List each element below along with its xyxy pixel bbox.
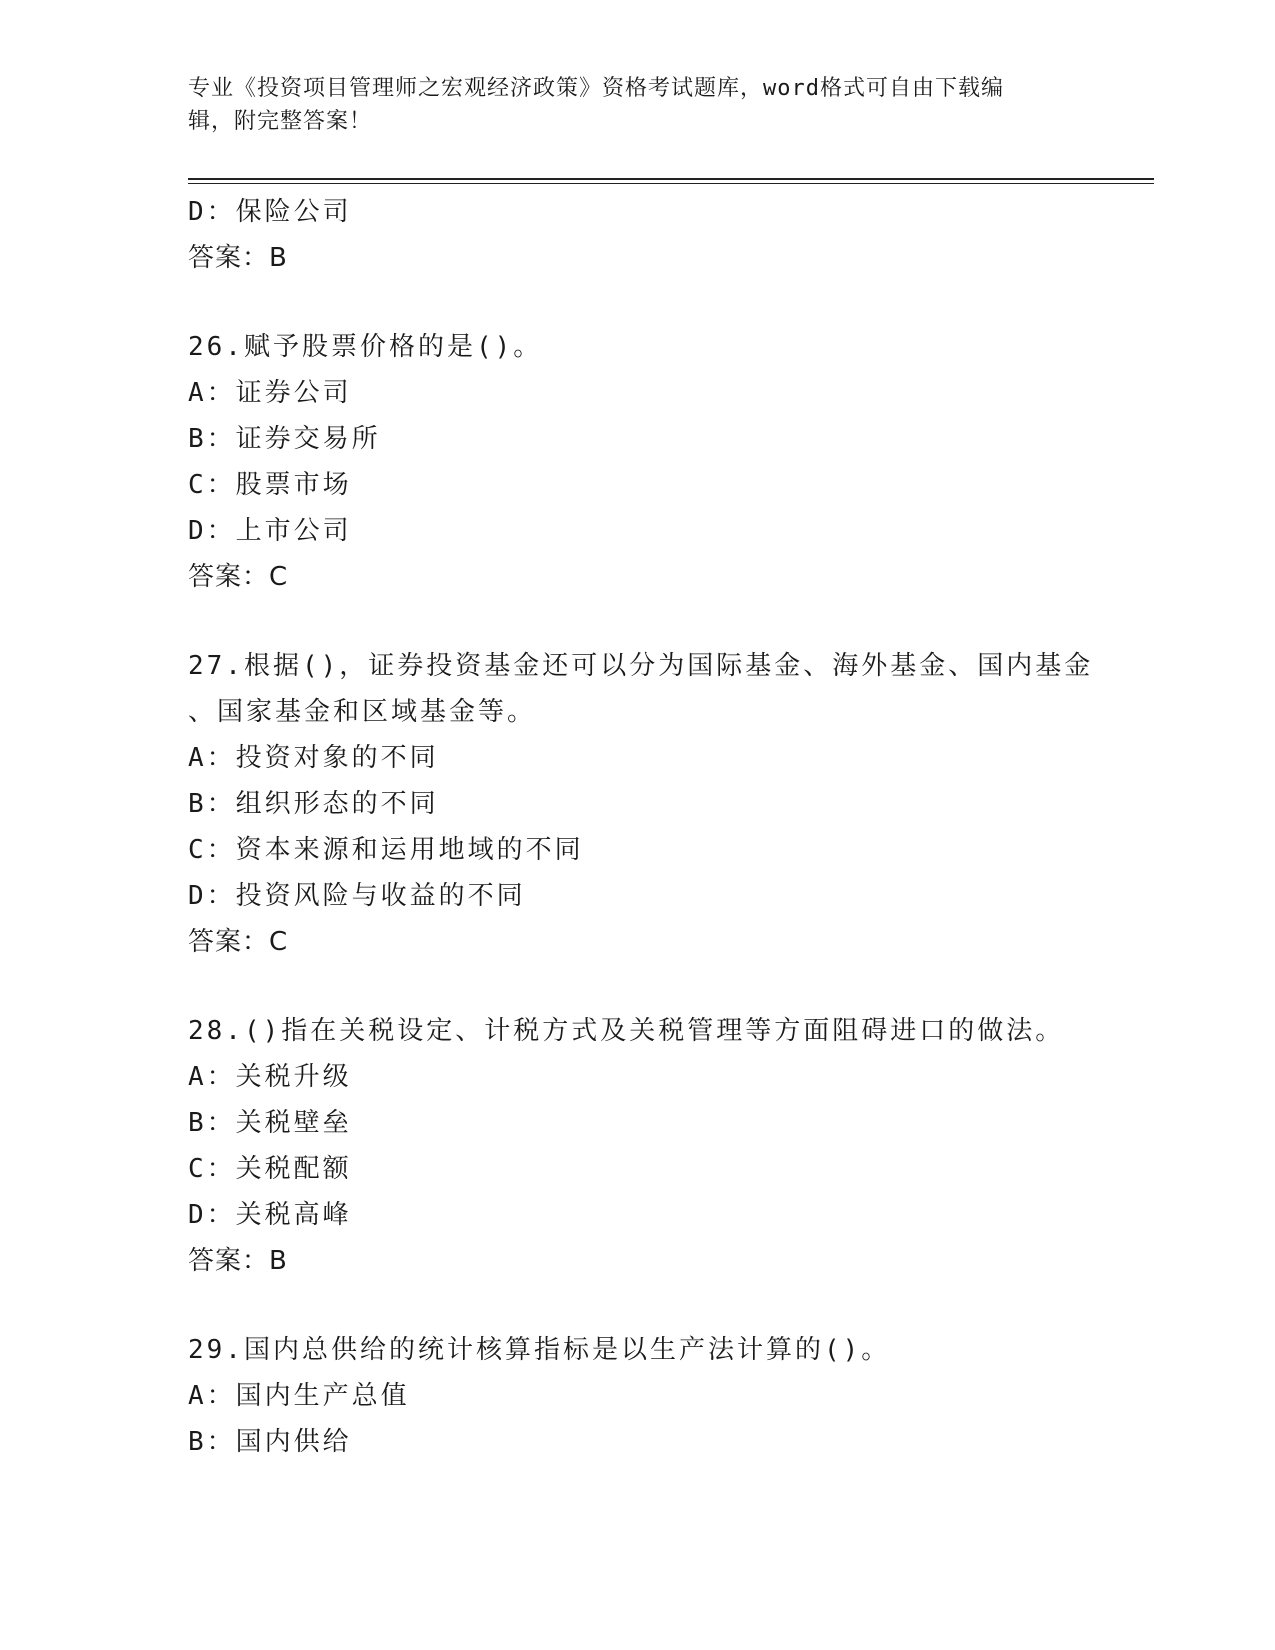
option-b: B：证券交易所 [188,424,381,454]
question-list [188,189,1118,1465]
option-a: A：国内生产总值 [188,1381,410,1411]
spacer [188,1284,1118,1327]
header-divider-thin [188,183,1154,184]
answer-line: 答案：C [188,562,289,592]
option-c: C：股票市场 [188,470,352,500]
question-stem: 28.()指在关税设定、计税方式及关税管理等方面阻碍进口的做法。 [188,1016,1065,1046]
option-a: A：投资对象的不同 [188,743,439,773]
option-b: B：组织形态的不同 [188,789,439,819]
spacer [188,965,1118,1008]
header-line-2: 辑，附完整答案！ [188,109,373,134]
option-d: D：关税高峰 [188,1200,352,1230]
answer-line: 答案：C [188,927,289,957]
question-29 [188,1327,1118,1465]
option-b: B：国内供给 [188,1427,352,1457]
spacer [188,600,1118,643]
question-26 [188,324,1118,600]
question-stem: 26.赋予股票价格的是()。 [188,332,543,362]
spacer [188,281,1118,324]
option-d: D：上市公司 [188,516,352,546]
option-d: D：投资风险与收益的不同 [188,881,526,911]
question-27 [188,643,1118,965]
option-d: D：保险公司 [188,197,352,227]
answer-line: 答案：B [188,1246,288,1276]
question-28 [188,1008,1118,1284]
document-header [188,72,1068,138]
option-c: C：资本来源和运用地域的不同 [188,835,584,865]
question-stem-line-2: 、国家基金和区域基金等。 [188,697,537,727]
option-c: C：关税配额 [188,1154,352,1184]
option-a: A：关税升级 [188,1062,352,1092]
option-a: A：证券公司 [188,378,352,408]
answer-line: 答案：B [188,243,288,273]
question-stem-line-1: 27.根据()，证券投资基金还可以分为国际基金、海外基金、国内基金 [188,651,1094,681]
header-divider-thick [188,178,1154,180]
header-line-1: 专业《投资项目管理师之宏观经济政策》资格考试题库，word格式可自由下载编 [188,76,1004,101]
option-b: B：关税壁垒 [188,1108,352,1138]
question-stem: 29.国内总供给的统计核算指标是以生产法计算的()。 [188,1335,891,1365]
